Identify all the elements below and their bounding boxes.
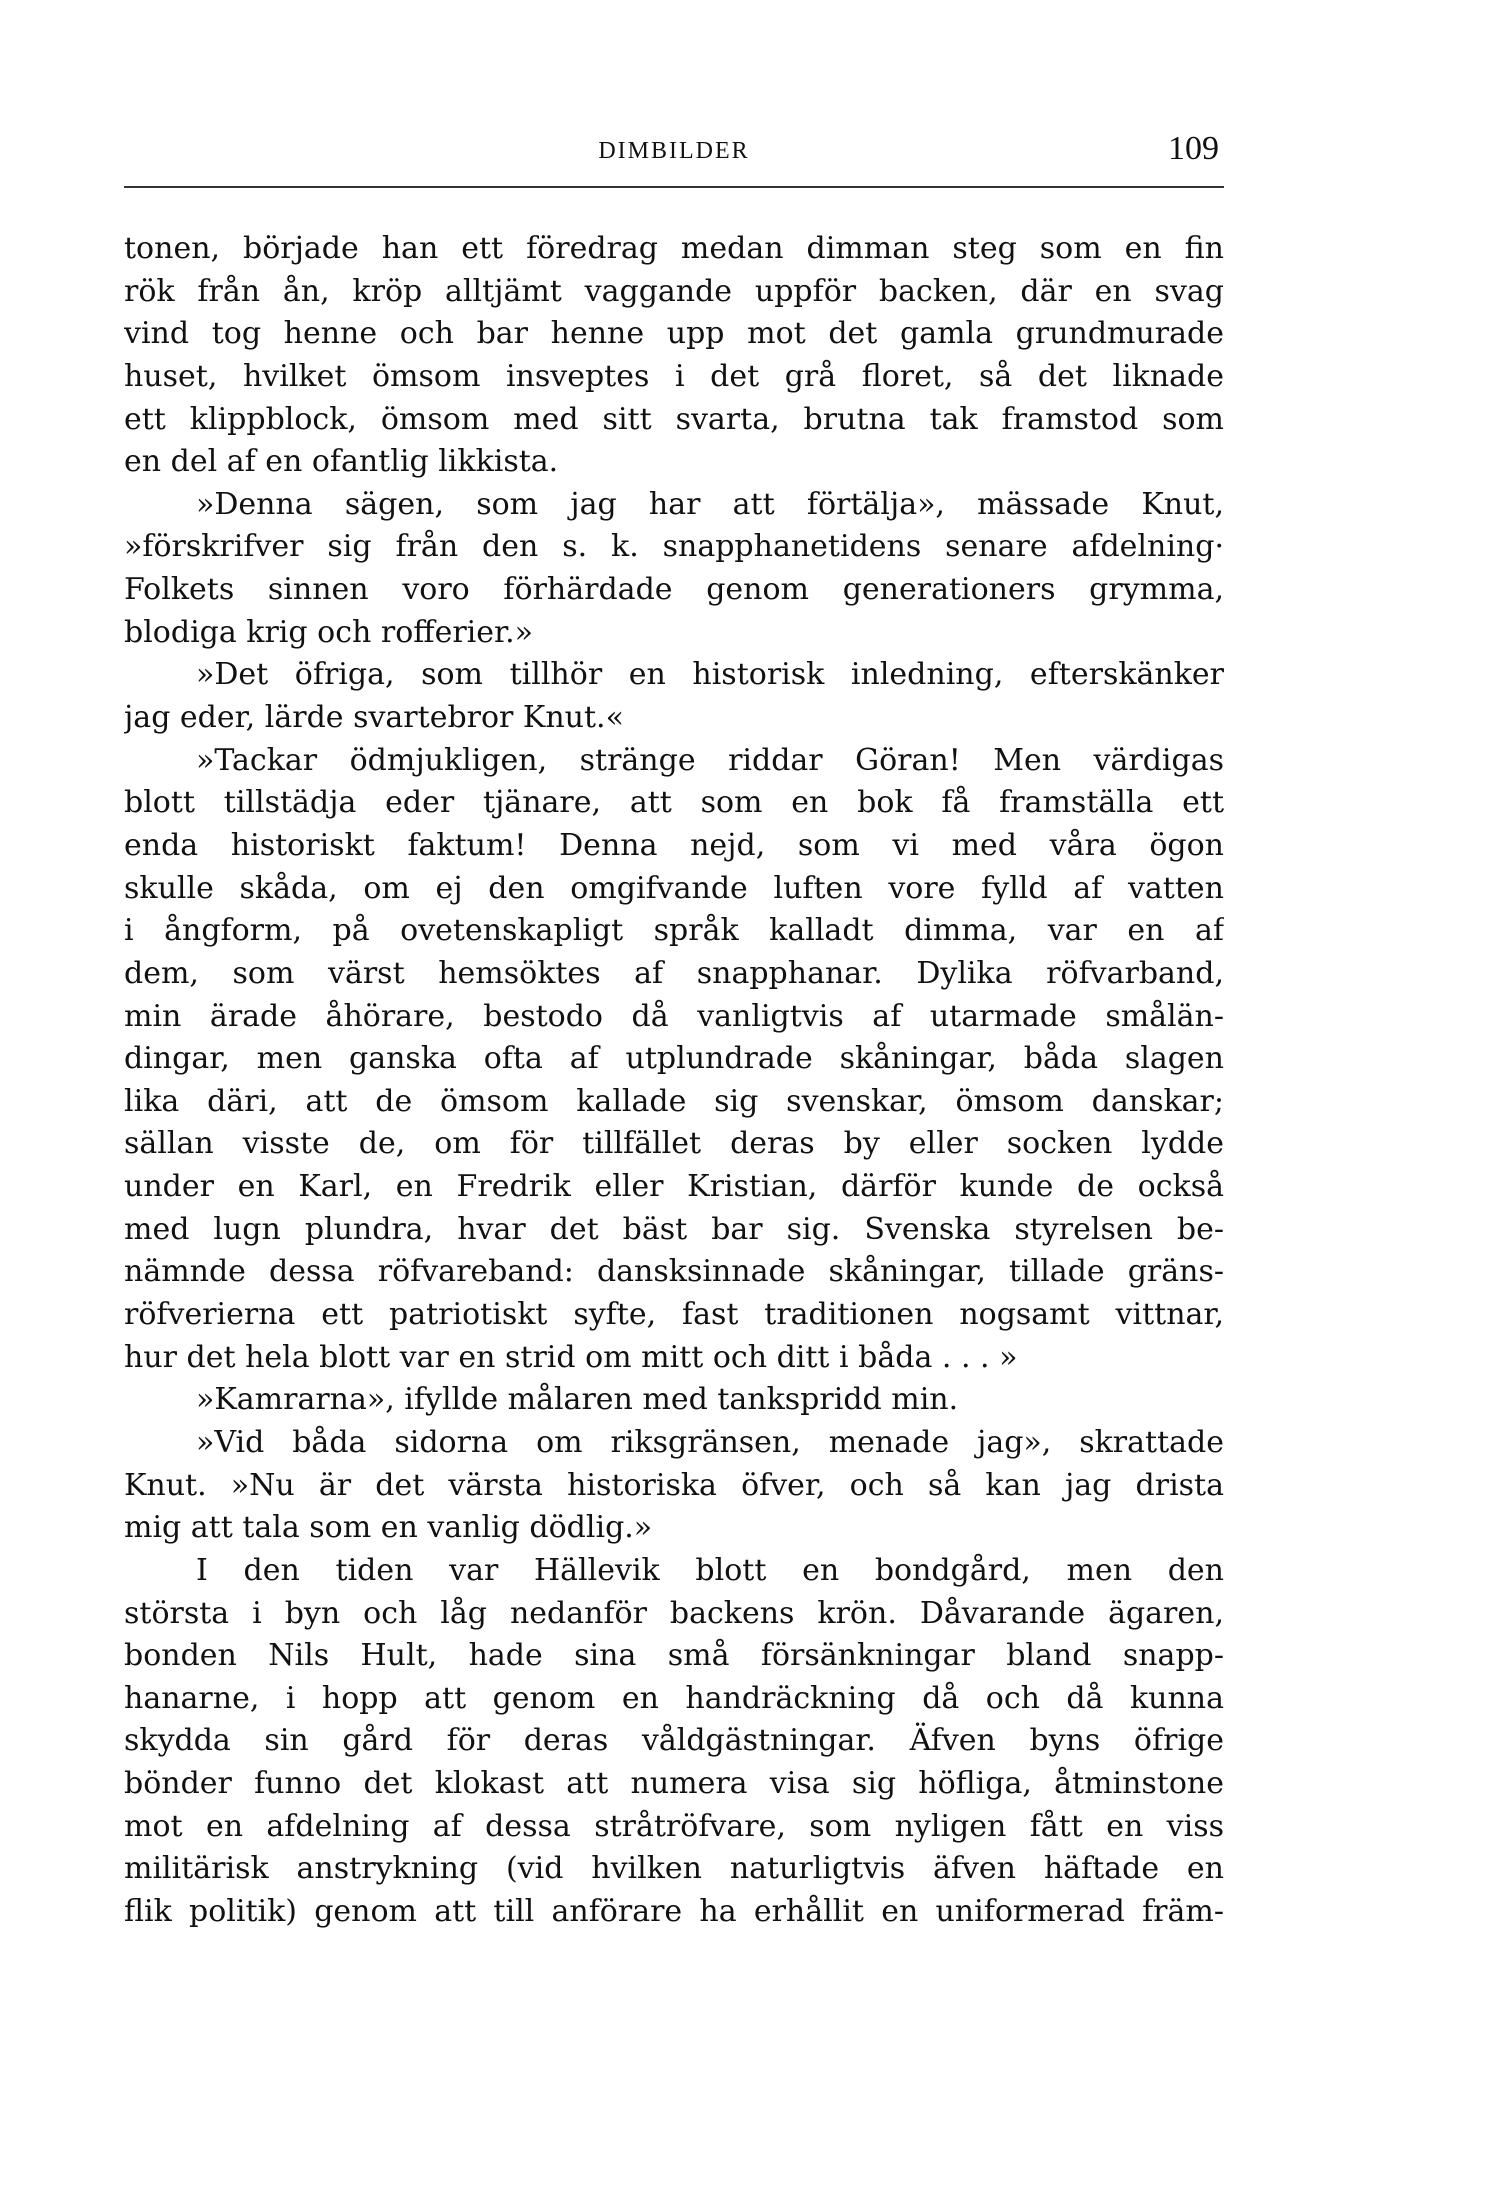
text-line: »förskrifver sig från den s. k. snapphanetidens senare afdelning· <box>124 529 1224 565</box>
text-line: lika däri, att de ömsom kallade sig svenskar, ömsom danskar; <box>124 1083 1224 1119</box>
text-line: Folkets sinnen voro förhärdade genom generationers grymma, <box>124 572 1224 608</box>
text-line: »Tackar ödmjukligen, stränge riddar Göran! Men värdigas <box>196 742 1224 778</box>
text-line: Knut. »Nu är det värsta historiska öfver, och så kan jag drista <box>124 1467 1224 1503</box>
text-line: huset, hvilket ömsom insveptes i det grå floret, så det liknade <box>124 358 1224 394</box>
header-rule <box>124 186 1224 188</box>
text-line: skydda sin gård för deras våldgästningar. Äfven byns öfrige <box>124 1723 1224 1759</box>
text-line: skulle skåda, om ej den omgifvande luften vore fylld af vatten <box>124 870 1224 906</box>
body-text <box>124 228 1224 1934</box>
text-line: bönder funno det klokast att numera visa sig höfliga, åtminstone <box>124 1766 1224 1802</box>
text-line: med lugn plundra, hvar det bäst bar sig. Svenska styrelsen be- <box>124 1211 1224 1247</box>
text-line: rök från ån, kröp alltjämt vaggande uppför backen, där en svag <box>124 273 1224 309</box>
text-line: bonden Nils Hult, hade sina små försänkningar bland snapp- <box>124 1638 1224 1674</box>
text-line: största i byn och låg nedanför backens krön. Dåvarande ägaren, <box>124 1595 1224 1631</box>
text-line: ett klippblock, ömsom med sitt svarta, brutna tak framstod som <box>124 401 1224 437</box>
running-head: DIMBILDER <box>598 138 750 164</box>
text-line: »Kamrarna», ifyllde målaren med tankspridd min. <box>196 1382 959 1418</box>
text-line: sällan visste de, om för tillfället deras by eller socken lydde <box>124 1126 1224 1162</box>
text-line: »Denna sägen, som jag har att förtälja», mässade Knut, <box>196 486 1224 522</box>
text-line: under en Karl, en Fredrik eller Kristian, därför kunde de också <box>124 1169 1224 1205</box>
text-line: I den tiden var Hällevik blott en bondgård, men den <box>196 1552 1224 1588</box>
text-line: blott tillstädja eder tjänare, att som en bok få framställa ett <box>124 785 1224 821</box>
text-line: »Det öfriga, som tillhör en historisk inledning, efterskänker <box>196 657 1224 693</box>
text-line: flik politik) genom att till anförare ha erhållit en uniformerad främ- <box>124 1893 1224 1929</box>
text-line: i ångform, på ovetenskapligt språk kalladt dimma, var en af <box>124 913 1224 949</box>
text-line: en del af en ofantlig likkista. <box>124 444 559 480</box>
page-header <box>124 130 1224 174</box>
text-line: tonen, började han ett föredrag medan dimman steg som en fin <box>124 231 1224 266</box>
text-line: blodiga krig och rofferier.» <box>124 614 533 650</box>
page-number: 109 <box>1168 130 1219 167</box>
text-line: hanarne, i hopp att genom en handräckning då och då kunna <box>124 1680 1224 1716</box>
text-line: jag eder, lärde svartebror Knut.« <box>124 700 624 736</box>
text-line: hur det hela blott var en strid om mitt och ditt i båda . . . » <box>124 1339 1018 1375</box>
text-line: dem, som värst hemsöktes af snapphanar. Dylika röfvarband, <box>124 955 1224 991</box>
text-line: vind tog henne och bar henne upp mot det gamla grundmurade <box>124 316 1224 352</box>
text-line: röfverierna ett patriotiskt syfte, fast traditionen nogsamt vittnar, <box>124 1297 1224 1333</box>
text-line: min ärade åhörare, bestodo då vanligtvis af utarmade smålän- <box>124 998 1224 1034</box>
text-line: »Vid båda sidorna om riksgränsen, menade jag», skrattade <box>196 1424 1224 1460</box>
text-line: militärisk anstrykning (vid hvilken naturligtvis äfven häftade en <box>124 1851 1224 1887</box>
text-line: mot en afdelning af dessa stråtröfvare, som nyligen fått en viss <box>124 1808 1224 1844</box>
text-line: enda historiskt faktum! Denna nejd, som vi med våra ögon <box>124 827 1224 863</box>
text-line: dingar, men ganska ofta af utplundrade skåningar, båda slagen <box>124 1041 1224 1077</box>
text-line: nämnde dessa röfvareband: dansksinnade skåningar, tillade gräns- <box>124 1254 1224 1290</box>
text-line: mig att tala som en vanlig dödlig.» <box>124 1510 653 1546</box>
